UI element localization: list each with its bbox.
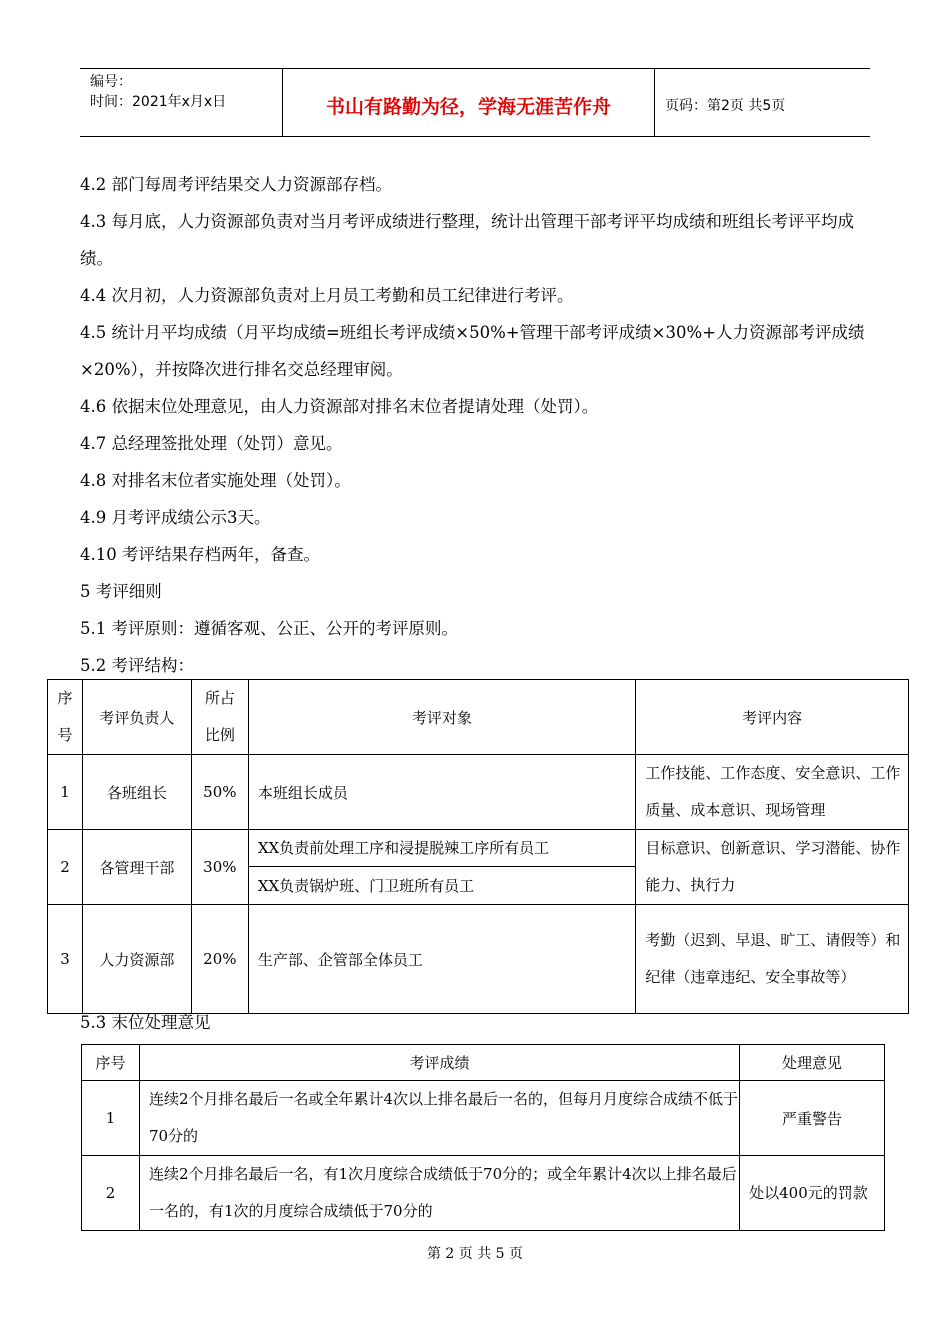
paragraph: 4.5 统计月平均成绩（月平均成绩=班组长考评成绩×50%+管理干部考评成绩×30%+人力资源部考评成绩×20%），并按降次进行排名交总经理审阅。 xyxy=(80,323,865,379)
paragraph: 4.2 部门每周考评结果交人力资源部存档。 xyxy=(80,175,392,194)
page-footer: 第 2 页 共 5 页 xyxy=(426,1246,524,1262)
section-heading: 5.3 末位处理意见 xyxy=(80,1013,211,1032)
header-cell-content: 考评内容 xyxy=(636,680,909,755)
body-paragraphs xyxy=(80,166,880,684)
cell-content: 工作技能、工作态度、安全意识、工作质量、成本意识、现场管理 xyxy=(636,755,909,830)
header-motto: 书山有路勤为径，学海无涯苦作舟 xyxy=(283,69,655,136)
header-cell-ratio: 所占比例 xyxy=(191,680,248,755)
cell-no: 3 xyxy=(48,905,83,1014)
table-row xyxy=(82,1081,885,1156)
cell-ratio: 50% xyxy=(191,755,248,830)
paragraph: 5.2 考评结构： xyxy=(80,656,194,675)
cell-ratio: 30% xyxy=(191,830,248,905)
paragraph: 5.1 考评原则：遵循客观、公正、公开的考评原则。 xyxy=(80,619,458,638)
cell-owner: 人力资源部 xyxy=(82,905,191,1014)
cell-content: 目标意识、创新意识、学习潜能、协作能力、执行力 xyxy=(636,830,909,905)
header-meta xyxy=(80,69,283,136)
table-row xyxy=(48,755,909,830)
page-header xyxy=(80,68,870,137)
cell-owner: 各班组长 xyxy=(82,755,191,830)
cell-target: 生产部、企管部全体员工 xyxy=(248,905,636,1014)
paragraph: 4.4 次月初，人力资源部负责对上月员工考勤和员工纪律进行考评。 xyxy=(80,286,574,305)
header-cell-no: 序号 xyxy=(48,680,83,755)
cell-target: XX负责前处理工序和浸提脱辣工序所有员工 xyxy=(248,830,636,867)
cell-owner: 各管理干部 xyxy=(82,830,191,905)
penalty-table xyxy=(81,1044,885,1231)
cell-score: 连续2个月排名最后一名，有1次月度综合成绩低于70分的；或全年累计4次以上排名最后一名的，有1次的月度综合成绩低于70分的 xyxy=(139,1156,739,1231)
cell-no: 2 xyxy=(48,830,83,905)
evaluation-structure-table xyxy=(47,679,909,1014)
cell-action: 严重警告 xyxy=(740,1081,885,1156)
cell-score: 连续2个月排名最后一名或全年累计4次以上排名最后一名的，但每月月度综合成绩不低于70分的 xyxy=(139,1081,739,1156)
table-row xyxy=(82,1156,885,1231)
header-page-number: 页码：第2页 共5页 xyxy=(665,97,786,114)
cell-no: 1 xyxy=(48,755,83,830)
cell-target: XX负责锅炉班、门卫班所有员工 xyxy=(248,866,636,904)
paragraph: 4.9 月考评成绩公示3天。 xyxy=(80,508,271,527)
header-cell-action: 处理意见 xyxy=(740,1045,885,1081)
header-cell-target: 考评对象 xyxy=(248,680,636,755)
doc-number-label: 编号： xyxy=(90,74,132,90)
header-cell-owner: 考评负责人 xyxy=(82,680,191,755)
cell-ratio: 20% xyxy=(191,905,248,1014)
table-row xyxy=(48,830,909,867)
paragraph: 4.6 依据末位处理意见，由人力资源部对排名末位者提请处理（处罚）。 xyxy=(80,397,599,416)
paragraph: 4.7 总经理签批处理（处罚）意见。 xyxy=(80,434,343,453)
table-header-row xyxy=(48,680,909,755)
table-header-row xyxy=(82,1045,885,1081)
section-heading: 5 考评细则 xyxy=(80,582,162,601)
cell-content: 考勤（迟到、早退、旷工、请假等）和纪律（违章违纪、安全事故等） xyxy=(636,905,909,1014)
doc-time-label: 时间：2021年x月x日 xyxy=(90,94,227,110)
header-cell-score: 考评成绩 xyxy=(139,1045,739,1081)
header-cell-no: 序号 xyxy=(82,1045,140,1081)
cell-no: 2 xyxy=(82,1156,140,1231)
paragraph: 4.3 每月底，人力资源部负责对当月考评成绩进行整理，统计出管理干部考评平均成绩和班组长考评平均成绩。 xyxy=(80,212,854,268)
cell-action: 处以400元的罚款 xyxy=(740,1156,885,1231)
paragraph: 4.8 对排名末位者实施处理（处罚）。 xyxy=(80,471,351,490)
cell-no: 1 xyxy=(82,1081,140,1156)
cell-target: 本班组长成员 xyxy=(248,755,636,830)
table-row xyxy=(48,905,909,1014)
paragraph: 4.10 考评结果存档两年，备查。 xyxy=(80,545,320,564)
